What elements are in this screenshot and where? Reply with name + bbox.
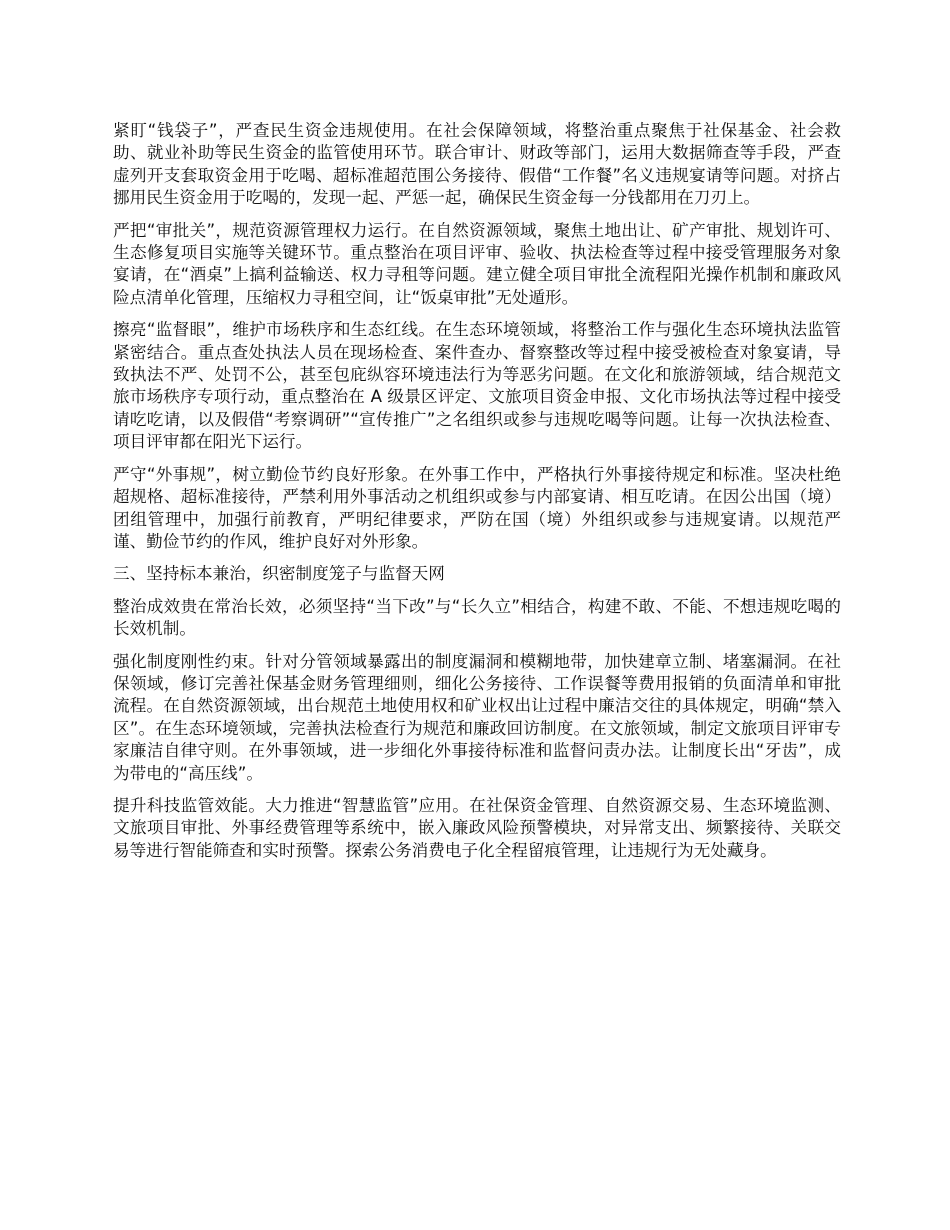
paragraph-fund-supervision: 紧盯“钱袋子”，严查民生资金违规使用。在社会保障领域，将整治重点聚焦于社保基金、社会救助、就业补助等民生资金的监管使用环节。联合审计、财政等部门，运用大数据筛查等手段，严查虚列开支套取资金用于吃喝、超标准超范围公务接待、假借“工作餐”名义违规宴请等问题。对挤占挪用民生资金用于吃喝的，发现一起、严惩一起，确保民生资金每一分钱都用在刀刃上。 bbox=[113, 121, 841, 208]
paragraph-tech-supervision: 提升科技监管效能。大力推进“智慧监管”应用。在社保资金管理、自然资源交易、生态环境监测、文旅项目审批、外事经费管理等系统中，嵌入廉政风险预警模块，对异常支出、频繁接待、关联交易等进行智能筛查和实时预警。探索公务消费电子化全程留痕管理，让违规行为无处藏身。 bbox=[113, 795, 841, 860]
paragraph-approval-control: 严把“审批关”，规范资源管理权力运行。在自然资源领域，聚焦土地出让、矿产审批、规划许可、生态修复项目实施等关键环节。重点整治在项目评审、验收、执法检查等过程中接受管理服务对象宴请，在“酒桌”上搞利益输送、权力寻租等问题。建立健全项目审批全流程阳光操作机制和廉政风险点清单化管理，压缩权力寻租空间，让“饭桌审批”无处遁形。 bbox=[113, 220, 841, 307]
paragraph-institutional-constraints: 强化制度刚性约束。针对分管领域暴露出的制度漏洞和模糊地带，加快建章立制、堵塞漏洞。在社保领域，修订完善社保基金财务管理细则，细化公务接待、工作误餐等费用报销的负面清单和审批流程。在自然资源领域，出台规范土地使用权和矿业权出让过程中廉洁交往的具体规定，明确“禁入区”。在生态环境领域，完善执法检查行为规范和廉政回访制度。在文旅领域，制定文旅项目评审专家廉洁自律守则。在外事领域，进一步细化外事接待标准和监督问责办法。让制度长出“牙齿”，成为带电的“高压线”。 bbox=[113, 651, 841, 783]
paragraph-long-term-mechanism: 整治成效贵在常治长效，必须坚持“当下改”与“长久立”相结合，构建不敢、不能、不想违规吃喝的长效机制。 bbox=[113, 596, 841, 639]
document-page bbox=[113, 120, 841, 872]
paragraph-market-supervision: 擦亮“监督眼”，维护市场秩序和生态红线。在生态环境领域，将整治工作与强化生态环境执法监管紧密结合。重点查处执法人员在现场检查、案件查办、督察整改等过程中接受被检查对象宴请，导致执法不严、处罚不公，甚至包庇纵容环境违法行为等恶劣问题。在文化和旅游领域，结合规范文旅市场秩序专项行动，重点整治在 A 级景区评定、文旅项目资金申报、文化市场执法等过程中接受请吃吃请，以及假借“考察调研”“宣传推广”之名组织或参与违规吃喝等问题。让每一次执法检查、项目评审都在阳光下运行。 bbox=[113, 320, 841, 452]
section-heading: 三、坚持标本兼治，织密制度笼子与监督天网 bbox=[113, 564, 445, 584]
paragraph-foreign-affairs: 严守“外事规”，树立勤俭节约良好形象。在外事工作中，严格执行外事接待规定和标准。坚决杜绝超规格、超标准接待，严禁利用外事活动之机组织或参与内部宴请、相互吃请。在因公出国（境）团组管理中，加强行前教育，严明纪律要求，严防在国（境）外组织或参与违规宴请。以规范严谨、勤俭节约的作风，维护良好对外形象。 bbox=[113, 464, 841, 551]
